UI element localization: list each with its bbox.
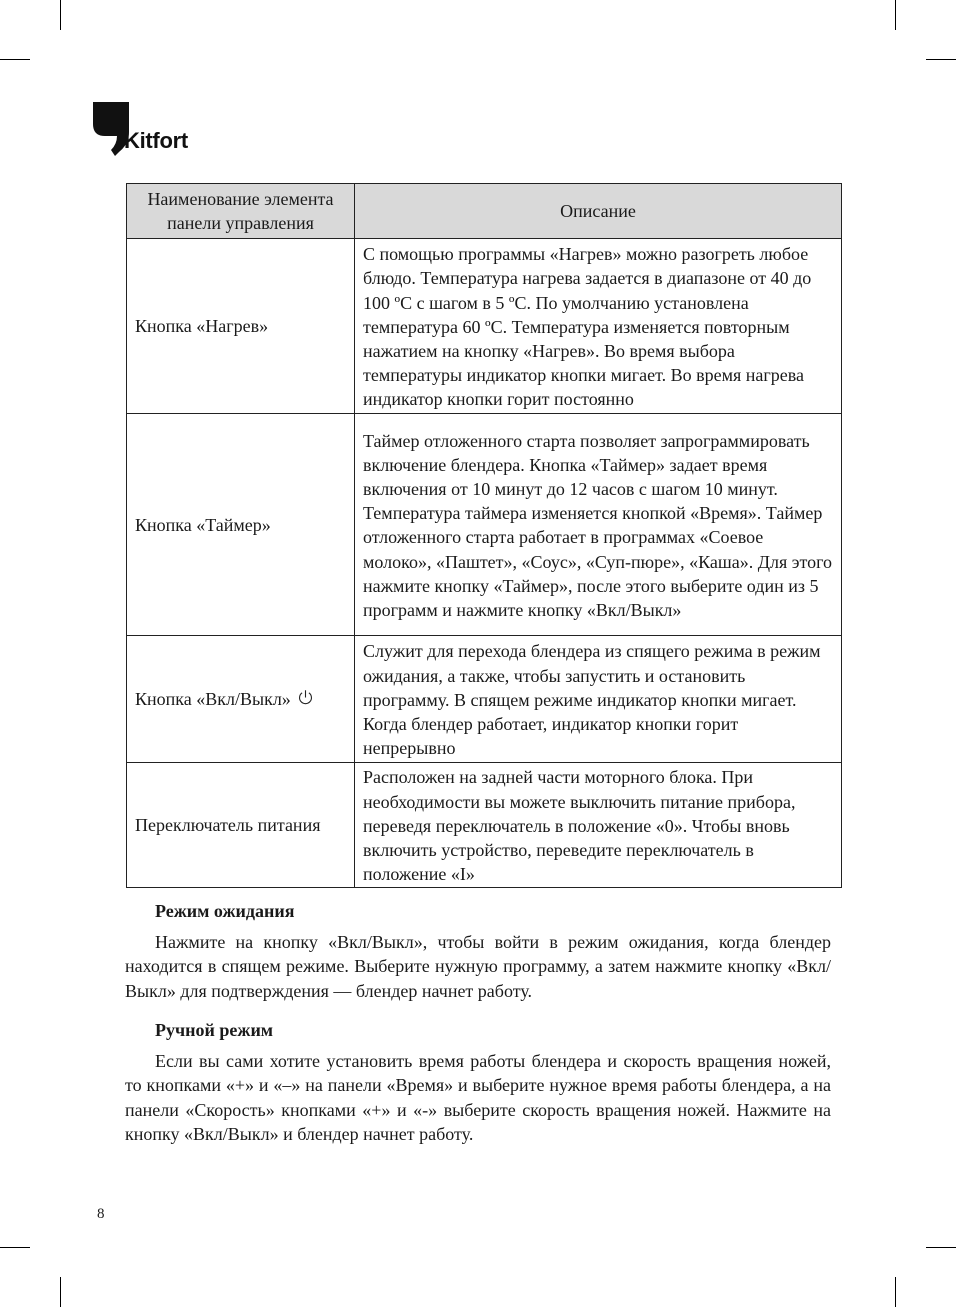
table-row xyxy=(127,414,842,636)
element-name: Кнопка «Нагрев» xyxy=(127,239,355,414)
brand-name: Kitfort xyxy=(124,128,188,153)
manual-mode-section xyxy=(125,1018,831,1147)
element-name-cell xyxy=(127,636,355,763)
control-panel-table xyxy=(126,183,842,888)
header-line: Наименование элемента xyxy=(147,189,334,209)
header-line: панели управления xyxy=(167,213,314,234)
section-heading: Режим ожидания xyxy=(155,901,295,921)
crop-mark xyxy=(60,0,61,30)
section-text: Если вы сами хотите установить время работы блендера и скорость вращения ножей, то кнопками «+» и «–» на панели «Время» и выберите нужное время работы блендера, а на панели «Скорость» кнопками «+» и «-» выберите скорость вращения ножей. Нажмите на кнопку «Вкл/Выкл» и блендер начнет работу. xyxy=(125,1050,831,1144)
page-number: 8 xyxy=(97,1206,105,1222)
table-header-row xyxy=(127,184,842,239)
crop-mark xyxy=(926,59,956,60)
power-icon xyxy=(297,689,314,706)
element-description: Служит для перехода блендера из спящего режима в режим ожидания, а также, чтобы запустить и остановить программу. В спящем режиме индикатор кнопки мигает. Когда блендер работает, индикатор кнопки горит непрерывно xyxy=(355,636,842,763)
crop-mark xyxy=(895,0,896,30)
table-row xyxy=(127,636,842,763)
element-name: Кнопка «Вкл/Выкл» xyxy=(135,689,291,710)
element-description: Таймер отложенного старта позволяет запрограммировать включение блендера. Кнопка «Таймер» задает время включения от 10 минут до 12 часов с шагом 10 минут. Температура таймера изменяется кнопкой «Время». Таймер отложенного старта работает в программах «Соевое молоко», «Паштет», «Соус», «Суп-пюре», «Каша». Для этого нажмите кнопку «Таймер», после этого выберите один из 5 программ и нажмите кнопку «Вкл/Выкл» xyxy=(355,414,842,636)
section-heading: Ручной режим xyxy=(155,1020,274,1040)
element-description: С помощью программы «Нагрев» можно разогреть любое блюдо. Температура нагрева задается в диапазоне от 40 до 100 ºС с шагом в 5 ºС. По умолчанию установлена температура 60 ºС. Температура изменяется повторным нажатием на кнопку «Нагрев». Во время выбора температуры индикатор кнопки мигает. Во время нагрева индикатор кнопки горит постоянно xyxy=(355,239,842,414)
crop-mark xyxy=(60,1277,61,1307)
crop-mark xyxy=(926,1247,956,1248)
standby-mode-section xyxy=(125,899,831,1003)
section-text: Нажмите на кнопку «Вкл/Выкл», чтобы войти в режим ожидания, когда блендер находится в спящем режиме. Выберите нужную программу, а затем нажмите кнопку «Вкл/Выкл» для подтверждения — блендер начнет работу. xyxy=(125,931,831,1001)
table-row xyxy=(127,239,842,414)
element-name: Переключатель питания xyxy=(127,763,355,888)
header-element-name xyxy=(127,184,355,239)
element-description: Расположен на задней части моторного блока. При необходимости вы можете выключить питание прибора, переведя переключатель в положение «0». Чтобы вновь включить устройство, переведите переключатель в положение «I» xyxy=(355,763,842,888)
crop-mark xyxy=(895,1277,896,1307)
crop-mark xyxy=(0,59,30,60)
header-description: Описание xyxy=(355,184,842,239)
crop-mark xyxy=(0,1247,30,1248)
element-name: Кнопка «Таймер» xyxy=(127,414,355,636)
table-row xyxy=(127,763,842,888)
